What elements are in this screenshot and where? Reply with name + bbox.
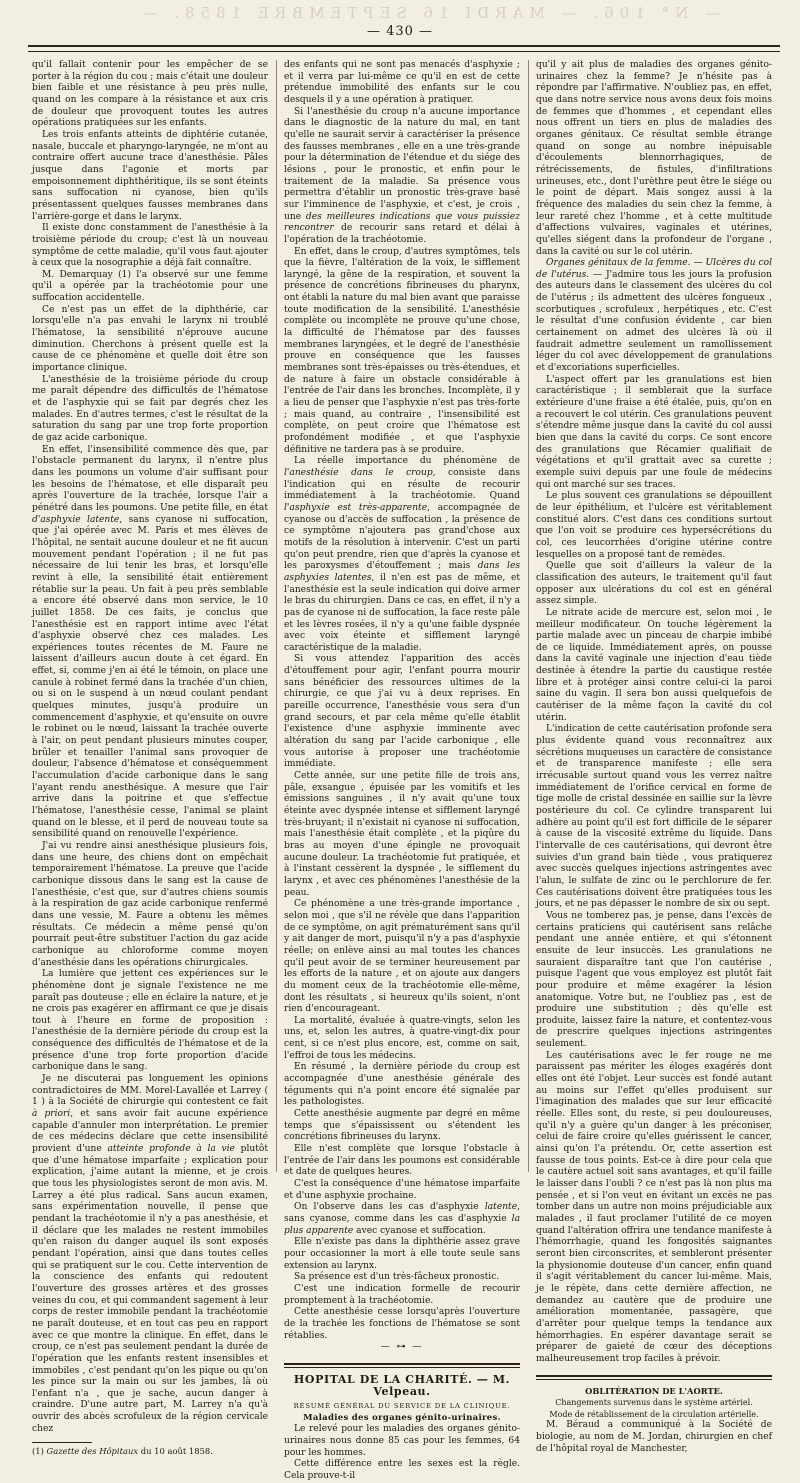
paragraph: Cette différence entre les sexes est la règle. Cela prouve-t-il (284, 1459, 520, 1482)
italic-term: l'anesthésie dans le croup (284, 467, 433, 478)
paragraph (32, 1074, 268, 1435)
page-header (0, 0, 800, 58)
italic-term: d'asphyxie latente (32, 514, 120, 525)
paragraph: C'est la conséquence d'une hématose imparfaite et d'une asphyxie prochaine. (284, 1179, 520, 1201)
italic-term: à priori (32, 1109, 71, 1120)
italic-term: l'asphyxie est très-apparente (284, 502, 428, 513)
paragraph: L'indication de cette cautérisation profonde sera plus évidente quand vous reconnaîtrez aux sécrétions muqueuses un caractère de consistance et de transparence manifeste ; elle sera irrécusable surtout quand vous les verrez naître immédiatement de l'orifice cervical en forme de tige molle de cristal dessinée en saillie sur la lèvre postérieure du col. Ce cylindre transparent lui adhère au point qu'il est fort difficile de le séparer à cause de la viscosité extrême du liquide. Dans l'intervalle de ces cautérisations, qui devront être suivies d'un grand bain tiède , vous pratiquerez avec succès quelques injections astringentes avec l'alun, le sulfate de zinc ou le perchlorure de fer. Ces cautérisations doivent être pratiquées tous les jours, et ne pas dépasser le nombre de six ou sept. (536, 724, 772, 910)
italic-term: atteinte profonde à la vie (107, 1144, 235, 1155)
paragraph: Le plus souvent ces granulations se dépouillent de leur épithélium, et l'ulcère est véritablement constitué alors. C'est dans ces conditions surtout que l'on voit se produire ces hypersécrétions du col, ces leucorrhées d'origine utérine contre lesquelles on a proposé tant de remèdes. (536, 491, 772, 560)
italic-term: latente (484, 1202, 518, 1213)
paragraph: Le nitrate acide de mercure est, selon moi , le meilleur modificateur. On touche légèrement la partie malade avec un pinceau de charpie imbibé de ce liquide. Immédiatement après, on pousse dans la cavité vaginale une injection d'eau tiède destinée à étendre la partie du caustique restée libre et à protéger ainsi contre celui-ci la paroi saine du vagin. Il sera bon aussi quelquefois de cautériser de la même façon la cavité du col utérin. (536, 607, 772, 723)
section-rule-thick (284, 1363, 520, 1365)
paragraph: C'est une indication formelle de recourir promptement à la trachéotomie. (284, 1283, 520, 1306)
section-heading: OBLITÉRATION DE L'AORTE. (585, 1385, 723, 1396)
paragraph: Le relevé pour les maladies des organes génito-urinaires nous donne 85 cas pour les femmes, 64 pour les hommes. (284, 1424, 520, 1458)
paragraph: Ce phénomène a une très-grande importance , selon moi , que s'il ne révèle que dans l'apparition de ce symptôme, on agit prématurément sans qu'il y ait danger de mort, puisqu'il n'y a pas d'asphyxie réelle; on enlève ainsi au mal toutes les chances qu'il peut avoir de se terminer heureusement par les efforts de la nature , et on ajoute aux dangers du moment ceux de la trachéotomie elle-même, dont les résultats , si heureux qu'ils soient, n'ont rien d'encourageant. (284, 899, 520, 1015)
section-rule-thick (536, 1375, 772, 1377)
column-separator-2 (528, 60, 529, 1172)
paragraph: Elle n'existe pas dans la diphthérie assez grave pour occasionner la mort à elle toute seule sans extension au larynx. (284, 1237, 520, 1271)
italic-heading: Organes génitaux de la femme. — Ulcères du col de l'utérus (536, 258, 772, 280)
paragraph: Si vous attendez l'apparition des accès d'étouffement pour agir, l'enfant pourra mourir sans bénéficier des ressources ultimes de la chirurgie, ce que j'ai vu à deux reprises. En pareille occurrence, l'anesthésie vous sera d'un grand secours, et par cela même qu'elle établit l'existence d'une asphyxie imminente avec altération du sang par l'acide carbonique , elle vous autorise à proposer une trachéotomie immédiate. (284, 654, 520, 770)
paragraph: Ce n'est pas un effet de la diphthérie, car lorsqu'elle n'a pas envahi le larynx ni troublé l'hématose, la sensibilité n'éprouve aucune diminution. Cherchons à présent quelle est la cause de ce phénomène et quelle doit être son importance clinique. (32, 304, 268, 374)
text-run: , accompagnée de cyanose ou d'accès de suffocation , la présence de ce symptôme n'ajoutera pas grand'chose aux motifs de la résolution à intervenir. C'est un parti qu'on peut prendre, rien que d'après la cyanose et les paroxysmes d'étouffement ; mais (284, 502, 520, 572)
section-subtitle: RÉSUMÉ GÉNÉRAL DU SERVICE DE LA CLINIQUE. (293, 1402, 511, 1411)
paragraph: En effet, dans le croup, d'autres symptômes, tels que la fièvre, l'altération de la voix, le sifflement laryngé, la gêne de la respiration, et souvent la présence de concrétions fibrineuses du pharynx, ont établi la nature du mal bien avant que paraisse toute modification de la sensibilité. L'anesthésie complète ou incomplète ne prouve qu'une chose, la difficulté de l'hématose par des fausses membranes laryngées, et le degré de l'anesthésie prouve en conséquence que les fausses membranes sont très-épaisses ou très-étendues, et de nature à faire un obstacle considérable à l'entrée de l'air dans les bronches. Incomplète, il y a lieu de penser que l'asphyxie n'est pas très-forte ; mais quand, au contraire , l'insensibilité est complète, on peut croire que l'hématose est profondément modifiée , et que l'asphyxie définitive ne tardera pas à se produire. (284, 246, 520, 455)
paragraph: qu'il y ait plus de maladies des organes génito-urinaires chez la femme? Je n'hésite pas à répondre par l'affirmative. N'oubliez pas, en effet, que dans notre service nous avons deux fois moins de femmes que d'hommes , et cependant elles nous offrent un tiers en plus de maladies des organes génitaux. Ce résultat semble étrange quand on songe au nombre inépuisable d'écoulements blennorrhagiques, de rétrécissements, de fistules, d'infiltrations urineuses, etc., dont l'urèthre peut être le siége ou le point de départ. Mais songez aussi à la fréquence des maladies du sein chez la femme, à leur rareté chez l'homme , et à cette multitude d'affections vulvaires, vaginales et utérines, qu'elles siégent dans la profondeur de l'organe , dans la cavité ou sur le col utérin. (536, 60, 772, 257)
paragraph: M. Béraud a communiqué à la Société de biologie, au nom de M. Jordan, chirurgien en chef de l'hôpital royal de Manchester, (536, 1420, 772, 1454)
paragraph: Cette anesthésie cesse lorsqu'après l'ouverture de la trachée les fonctions de l'hématose se sont rétablies. (284, 1307, 520, 1341)
text-run: avec cyanose et suffocation. (353, 1225, 486, 1236)
paragraph: L'anesthésie de la troisième période du croup me paraît dépendre des difficultés de l'hématose et de l'asphyxie qui se fait par degrés chez les malades. En d'autres termes, c'est le résultat de la saturation du sang par une trop forte proportion de gaz acide carbonique. (32, 374, 268, 443)
paragraph (284, 456, 520, 654)
paragraph: J'ai vu rendre ainsi anesthésique plusieurs fois, dans une heure, des chiens dont on empêchait temporairement l'hématose. La preuve que l'acide carbonique dissous dans le sang est la cause de l'anesthésie, c'est que, sur d'autres chiens soumis à la respiration de gaz acide carbonique renfermé dans une vessie, M. Faure a obtenu les mêmes résultats. Ce médecin a même pensé qu'on pourrait peut-être substituer l'action du gaz acide carbonique au chloroforme comme moyen d'anesthésie dans les opérations chirurgicales. (32, 840, 268, 968)
text-run: Je ne discuterai pas longuement les opinions contradictoires de MM. Morel-Lavallée et Larrey ( (32, 1074, 268, 1096)
paragraph: M. Demarquay (1) l'a observé sur une femme qu'il a opérée par la trachéotomie pour une suffocation accidentelle. (32, 269, 268, 304)
paragraph: des enfants qui ne sont pas menacés d'asphyxie ; et il verra par lui-même ce qu'il en est de cette prétendue immobilité des enfants sur le cou desquels il y a une opération à pratiquer. (284, 60, 520, 105)
paragraph: Quelle que soit d'ailleurs la valeur de la classification des auteurs, le traitement qu'il faut opposer aux ulcérations du col est en général assez simple. (536, 561, 772, 607)
section-ornament: — ⊶ — (380, 1342, 424, 1353)
paragraph: Vous ne tomberez pas, je pense, dans l'excès de certains praticiens qui cautérisent sans relâche pendant une année entière, et qui s'étonnent ensuite de leur insuccès. Les granulations ne sauraient disparaître tant que l'on cautérise , puisque l'agent que vous employez est plutôt fait pour produire et même exagérer la lésion anatomique. Votre but, ne l'oubliez pas , est de produire une substitution ; dès qu'elle est produite, laissez faire la nature, et contentez-vous de prescrire quelques injections astringentes seulement. (536, 910, 772, 1050)
column-3 (536, 60, 772, 1454)
text-run: On l'observe dans les cas d'asphyxie (294, 1202, 485, 1213)
section-subheading: Maladies des organes génito-urinaires. (303, 1412, 501, 1423)
paragraph: Cette année, sur une petite fille de trois ans, pâle, exsangue , épuisée par les vomitifs et les émissions sanguines , il n'y avait qu'une toux éteinte avec dyspnée intense et sifflement laryngé très-bruyant; il n'existait ni cyanose ni suffocation, mais l'anesthésie était complète , et la piqûre du bras au moyen d'une épingle ne provoquait aucune douleur. La trachéotomie fut pratiquée, et à l'instant cessèrent la dyspnée , le sifflement du larynx , et avec ces phénomènes l'anesthésie de la peau. (284, 771, 520, 898)
footnote-ref: 1 (32, 1097, 38, 1108)
column-1 (32, 60, 269, 1457)
section-subheading: Mode de rétablissement de la circulation artérielle. (549, 1409, 759, 1419)
text-run: La réelle importance du phénomène de (294, 456, 520, 467)
section-rule-thin (284, 1367, 520, 1368)
italic-term: dans les asphyxies latentes (284, 561, 520, 583)
text-run: plutôt que d'une hématose imparfaite ; explication pour explication, j'aime autant la mienne, et je crois que tous les physiologistes seront de mon avis. M. Larrey a été plus radical. Sans aucun examen, sans expérimentation nouvelle, il pense que pendant la trachéotomie il n'y a pas anesthésie, et il déclare que les malades ne restent immobiles qu'en raison du danger auquel ils sont exposés pendant l'opération, ainsi que dans toutes celles qui se pratiquent sur le cou. Cette intervention de la conscience des enfants qui redoutent l'ouverture des grosses artères et des grosses veines du cou, et qui commandent sagement à leur corps de rester immobile pendant la trachéotomie ne paraît douteuse, et en tout cas peu en rapport avec ce que montre la clinique. En effet, dans le croup, ce n'est pas seulement pendant la durée de l'opération que les enfants restent insensibles et immobiles , c'est pendant qu'on les pique ou qu'on les pince sur la main ou sur les jambes, là où l'enfant n'a , que je sache, aucun danger à craindre. D'une autre part, M. Larrey n'a qu'à ouvrir des abcès scrofuleux de la région cervicale chez (32, 1144, 269, 1434)
header-rule-thick (28, 45, 780, 47)
hospital-heading: HOPITAL DE LA CHARITÉ. — M. Velpeau. (293, 1372, 511, 1398)
paragraph: La lumière que jettent ces expériences sur le phénomène dont je signale l'existence ne me paraît pas douteuse ; elle en éclaire la nature, et je ne crois pas exagérer en affirmant ce que je disais tout à l'heure en forme de proposition : l'anesthésie de la dernière période du croup est la conséquence des difficultés de l'hématose et de la présence d'une trop forte proportion d'acide carbonique dans le sang. (32, 969, 268, 1073)
paragraph: Les cautérisations avec le fer rouge ne me paraissent pas mériter les éloges exagérés dont elles ont été l'objet. Leur succès est fondé autant au moins sur l'effet qu'elles produisent sur l'imagination des malades que sur leur efficacité réelle. Elles sont, du reste, si peu douloureuses, qu'il n'y a guère qu'un danger à les préconiser, celui de faire croire qu'elles guérissent le cancer, ainsi qu'on l'a prétendu. Or, cette assertion est fausse de tous points. Est-ce à dire pour cela que le cautère actuel soit sans avantages, et qu'il faille le laisser dans l'oubli ? ce n'est pas là non plus ma pensée , et si l'on veut en évitant un excès ne pas tomber dans un autre non moins préjudiciable aux malades , il faut proclamer l'utilité de ce moyen quand l'altération offrira une tendance manifeste à l'hémorrhagie, quand les fongosités saignantes seront bien circonscrites, et sembleront présenter la physionomie douteuse d'un cancer, enfin quand il s'agit véritablement du cancer lui-même. Mais, je le répète, dans cette dernière affection, ne demandez au cautère que de produire une amélioration momentanée, passagère, que d'arrêter pour quelque temps la tendance aux hémorrhagies. En espérer davantage serait se préparer de gaieté de cœur des déceptions malheureusement trop faciles à prévoir. (536, 1050, 772, 1364)
paragraph: Cette anesthésie augmente par degré en même temps que s'épaississent ou s'étendent les concrétions fibrineuses du larynx. (284, 1109, 520, 1143)
paragraph: Elle n'est complète que lorsque l'obstacle à l'entrée de l'air dans les poumons est considérable et date de quelques heures. (284, 1144, 520, 1178)
paragraph (32, 445, 268, 841)
text-run: , sans cyanose ni suffocation, que j'ai opérée avec M. Paris et mes élèves de l'hôpital, ne sentait aucune douleur et ne fit aucun mouvement pendant l'opération ; il ne fut pas nécessaire de lui tenir les bras, et lorsqu'elle revint à elle, la sensibilité était entièrement rétablie sur la peau. Un fait à peu près semblable a encore été observé dans mon service, le 10 juillet 1858. De ces faits, je conclus que l'anesthésie est en rapport intime avec l'état d'asphyxie observé chez ces malades. Les expériences toutes récentes de M. Faure ne laissent d'ailleurs aucun doute à cet égard. En effet, si, comme j'en ai été le témoin, on place une canule à robinet fermé dans la trachée d'un chien, ou si on le suspend à un nœud coulant pendant quelques minutes, jusqu'à produire un commencement d'asphyxie, et qu'ensuite on ouvre le robinet ou le nœud, laissant la trachée ouverte à l'air, on peut pendant plusieurs minutes couper, brûler et tenailler l'animal sans provoquer de douleur, l'absence d'hématose et conséquemment l'accumulation d'acide carbonique dans le sang l'ayant rendu anesthésique. A mesure que l'air arrive dans la poitrine et que s'effectue l'hématose, l'anesthésie cesse, l'animal se plaint quand on le blesse, et il perd de nouveau toute sa sensibilité quand on renouvelle l'expérience. (32, 514, 268, 840)
text-run: de recourir sans retard et délai à l'opération de la trachéotomie. (284, 223, 520, 245)
text-run: , sans cyanose, comme dans les cas d'asphyxie (284, 1202, 520, 1224)
show-through-header: — N° 106. — MARDI 16 SEPTEMBRE 1858. — (136, 4, 720, 22)
italic-term: des meilleures indications que vous puissiez rencontrer (284, 211, 520, 234)
text-run: En effet, l'insensibilité commence dès que, par l'obstacle permanent du larynx, il n'entre plus dans les poumons un volume d'air suffisant pour les besoins de l'hématose, et elle disparaît peu après l'ouverture de la trachée, lorsque l'air a pénétré dans les poumons. Une petite fille, en état (32, 444, 268, 513)
text-run: ) à la Société de chirurgie qui contestent ce fait (37, 1097, 268, 1108)
paragraph: L'aspect offert par les granulations est bien caractéristique ; il semblerait que la surface extérieure d'une fraise a été étalée, puis, qu'on en a recouvert le col utérin. Ces granulations peuvent s'étendre même jusque dans la cavité du col aussi bien que dans la cavité du corps. Ce sont encore des granulations que Récamier qualifiait de végétations et qu'il grattait avec sa curette ; exemple suivi depuis par une foule de médecins qui ont marché sur ses traces. (536, 374, 772, 490)
paragraph (284, 107, 520, 247)
paragraph: qu'il fallait contenir pour les empêcher de se porter à la région du cou ; mais c'était une douleur bien faible et une résistance à peu près nulle, quand on les compare à la résistance et aux cris de douleur que provoquent toutes les autres opérations pratiquées sur les enfants. (32, 60, 268, 129)
text-run: du 10 août 1858. (138, 1446, 213, 1457)
italic-term: la plus apparente (284, 1213, 520, 1236)
column-separator-1 (276, 60, 277, 1172)
text-run: Si l'anesthésie du croup n'a aucune importance dans le diagnostic de la nature du mal, en tant qu'elle ne saurait servir à caractériser la présence des fausses membranes , elle en a une très-grande pour la détermination de l'étendue et du siége des lésions , pour le pronostic, et enfin pour le traitement de la maladie. Sa présence vous permettra d'établir un pronostic très-grave basé sur l'imminence de l'asphyxie, et c'est, je crois , une (284, 106, 520, 222)
page-number: — 430 — (366, 24, 434, 39)
header-rule-thin (28, 51, 780, 52)
footnote-rule (32, 1442, 92, 1443)
text-run: (1) (32, 1446, 47, 1457)
text-run: . — J'admire tous les jours la profusion des auteurs dans le classement des ulcères du col de l'utérus ; ils admettent des ulcères fongueux , scorbutiques , scrofuleux , herpétiques , etc. C'est le résultat d'une confusion évidente , car bien certainement on admet des ulcères là où il faudrait admettre seulement un ramollissement léger du col avec développement de granulations et d'excoriations superficielles. (536, 269, 772, 374)
section-rule-thin (536, 1379, 772, 1380)
footnote-source: Gazette des Hôpitaux (46, 1446, 139, 1457)
section-subheading: Changements survenus dans le système artériel. (555, 1398, 753, 1408)
paragraph: En résumé , la dernière période du croup est accompagnée d'une anesthésie générale des téguments qui n'a point encore été signalée par les pathologistes. (284, 1062, 520, 1108)
paragraph (284, 1202, 520, 1237)
footnote (32, 1446, 268, 1457)
text-run: , consiste dans l'indication qui en résulte de recourir immédiatement à la trachéotomie. Quand (284, 467, 520, 502)
column-2 (284, 60, 520, 1482)
text-run: , et sans avoir fait aucune expérience capable d'annuler mon interprétation. Le premier de ces médecins déclare que cette insensibilité provient d'une (32, 1109, 268, 1155)
text-run: , il n'en est pas de même, et l'anesthésie est la seule indication qui doive armer le bras du chirurgien. Dans ce cas, en effet, il n'y a pas de cyanose ni de suffocation, la face reste pâle et les lèvres rosées, il n'y a qu'une faible dyspnée avec voix éteinte et sifflement laryngé caractéristique de la maladie. (284, 572, 520, 653)
paragraph: Les trois enfants atteints de diphtérie cutanée, nasale, buccale et pharyngo-laryngée, ne m'ont au contraire offert aucune trace d'anesthésie. Pâles jusque dans l'agonie et morts par empoisonnement diphthéritique, ils se sont éteints sans suffocation ni cyanose, bien qu'ils présentassent quelques fausses membranes dans l'arrière-gorge et dans le larynx. (32, 129, 268, 222)
paragraph: Sa présence est d'un très-fâcheux pronostic. (294, 1272, 500, 1283)
paragraph (536, 258, 772, 375)
paragraph: La mortalité, évaluée à quatre-vingts, selon les uns, et, selon les autres, à quatre-vingt-dix pour cent, si ce n'est plus encore, est, comme on sait, l'effroi de tous les médecins. (284, 1015, 520, 1061)
paragraph: Il existe donc constamment de l'anesthésie à la troisième période du croup; c'est là un nouveau symptôme de cette maladie, qu'il vous faut ajouter à ceux que la nosographie a déjà fait connaître. (32, 223, 268, 269)
